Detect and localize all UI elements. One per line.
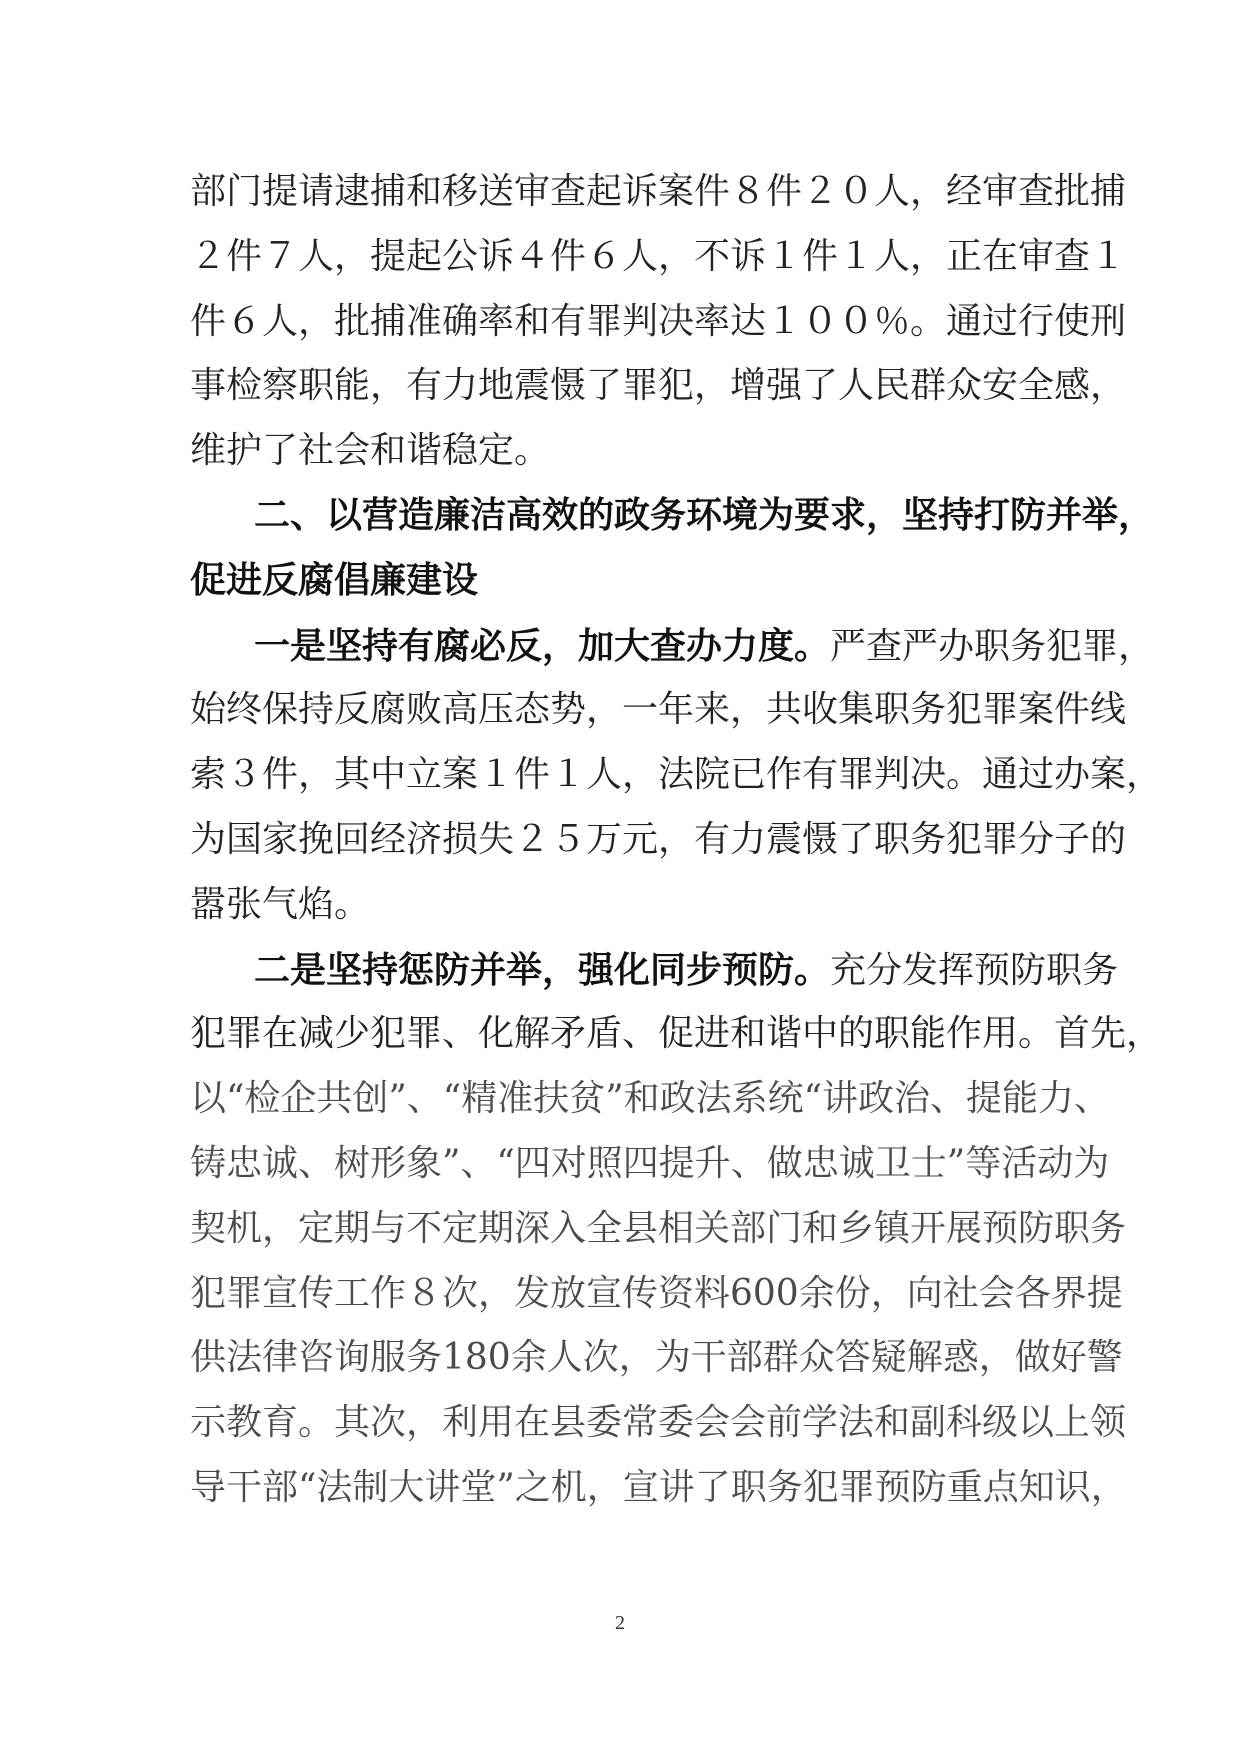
text-line: 为国家挽回经济损失２５万元，有力震慑了职务犯罪分子的 — [190, 818, 1127, 860]
text-line: 犯罪宣传工作８次，发放宣传资料600余份，向社会各界提 — [190, 1272, 1123, 1314]
paragraph-lead: 二是坚持惩防并举，强化同步预防。 — [254, 948, 831, 991]
paragraph-prevention — [190, 938, 1163, 1521]
text-line: 供法律咨询服务180余人次，为干部群众答疑解惑，做好警 — [190, 1337, 1123, 1379]
text-run: 充分发挥预防职务 — [830, 949, 1119, 991]
text-line: 犯罪在减少犯罪、化解矛盾、促进和谐中的职能作用。首先， — [190, 1013, 1163, 1055]
paragraph-anti-corruption — [190, 614, 1163, 938]
text-line: 维护了社会和谐稳定。 — [190, 430, 551, 472]
text-line: 导干部“法制大讲堂”之机，宣讲了职务犯罪预防重点知识， — [190, 1466, 1127, 1508]
text-line: ２件７人，提起公诉４件６人，不诉１件１人，正在审查１ — [190, 235, 1127, 277]
text-line: 件６人，批捕准确率和有罪判决率达１００％。通过行使刑 — [190, 300, 1127, 342]
heading-line: 二、以营造廉洁高效的政务环境为要求，坚持打防并举， — [254, 494, 1155, 536]
text-line: 示教育。其次，利用在县委常委会会前学法和副科级以上领 — [190, 1402, 1127, 1444]
text-line: 索３件，其中立案１件１人，法院已作有罪判决。通过办案， — [190, 754, 1163, 796]
body-text — [190, 160, 1163, 1521]
text-line — [190, 614, 1155, 679]
page-number: 2 — [615, 1612, 625, 1634]
text-line: 铸忠诚、树形象”、“四对照四提升、做忠诚卫士”等活动为 — [190, 1142, 1110, 1184]
text-line: 事检察职能，有力地震慑了罪犯，增强了人民群众安全感， — [190, 365, 1127, 407]
paragraph-criminal-prosecution — [190, 160, 1127, 484]
text-line — [190, 938, 1119, 1003]
text-line: 嚣张气焰。 — [190, 883, 371, 925]
text-line: 始终保持反腐败高压态势，一年来，共收集职务犯罪案件线 — [190, 689, 1127, 731]
text-line: 部门提请逮捕和移送审查起诉案件８件２０人，经审查批捕 — [190, 171, 1127, 212]
heading-line: 促进反腐倡廉建设 — [190, 559, 479, 601]
text-line: 以“检企共创”、“精准扶贫”和政法系统“讲政治、提能力、 — [190, 1078, 1111, 1120]
paragraph-lead: 一是坚持有腐必反，加大查办力度。 — [254, 624, 831, 667]
text-line: 契机，定期与不定期深入全县相关部门和乡镇开展预防职务 — [190, 1207, 1127, 1249]
text-run: 严查严办职务犯罪， — [830, 625, 1155, 667]
section-heading — [190, 484, 1155, 614]
